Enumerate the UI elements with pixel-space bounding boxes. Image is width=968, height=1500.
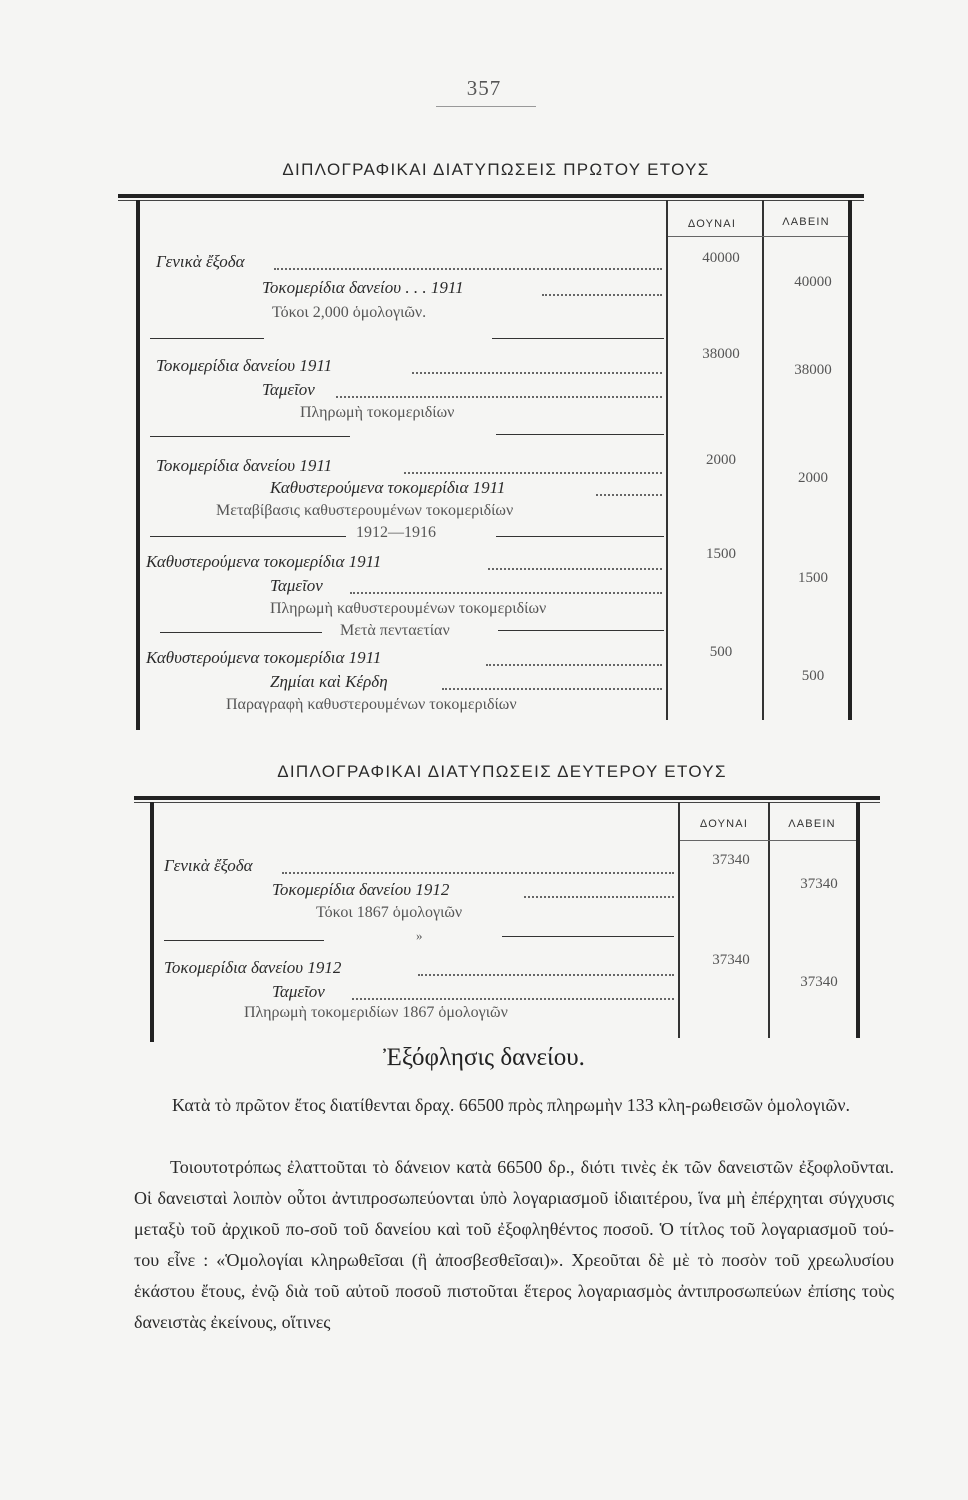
table1-debit-divider <box>666 200 668 720</box>
table2-right-border <box>856 802 860 1038</box>
entry-separator <box>150 536 346 537</box>
table1-col-credit: ΛΑΒΕΙΝ <box>782 216 830 228</box>
leader-dots <box>274 268 662 270</box>
table2-entry1-narration: Τόκοι 1867 ὁμολογιῶν <box>316 904 463 921</box>
leader-dots <box>350 592 662 594</box>
table1-entry5-debit-account: Καθυστερούμενα τοκομερίδια 1911 <box>146 648 382 667</box>
entry-separator <box>492 338 664 339</box>
table2-entry2-debit: 37340 <box>712 952 750 968</box>
table1-entry2-debit-account: Τοκομερίδια δανείου 1911 <box>156 356 333 375</box>
table1-entry1-debit: 40000 <box>702 250 740 266</box>
table1-entry4-credit: 1500 <box>798 570 828 586</box>
table1-entry4-narration: Πληρωμὴ καθυστερουμένων τοκομεριδίων <box>270 600 547 617</box>
table2-header-rule <box>680 840 856 841</box>
table1-entry1-credit-account: Τοκομερίδια δανείου . . . 1911 <box>262 278 464 297</box>
table1-left-border <box>136 200 140 730</box>
table2-entry1-credit: 37340 <box>800 876 838 892</box>
table1-col-debit: ΔΟΥΝΑΙ <box>687 218 737 230</box>
table1-entry4-debit-account: Καθυστερούμενα τοκομερίδια 1911 <box>146 552 382 571</box>
table1-entry2-credit-account: Ταμεῖον <box>262 380 315 399</box>
table1-entry5-credit: 500 <box>801 668 825 684</box>
table2-entry2-credit-account: Ταμεῖον <box>272 982 325 1001</box>
table1-entry2-narration: Πληρωμὴ τοκομεριδίων <box>300 404 455 421</box>
table1-entry3-debit-account: Τοκομερίδια δανείου 1911 <box>156 456 333 475</box>
leader-dots <box>352 998 674 1000</box>
entry-separator <box>160 632 322 633</box>
table1-entry3-credit-account: Καθυστερούμενα τοκομερίδια 1911 <box>270 478 506 497</box>
leader-dots <box>524 896 674 898</box>
table1-entry1-narration: Τόκοι 2,000 ὁμολογιῶν. <box>272 304 427 321</box>
table2-top-border <box>134 796 880 800</box>
page-number: 357 <box>466 76 502 100</box>
page-number-rule <box>436 106 536 107</box>
table2-title: ΔΙΠΛΟΓΡΑΦΙΚΑΙ ΔΙΑΤΥΠΩΣΕΙΣ ΔΕΥΤΕΡΟΥ ΕΤΟΥΣ <box>277 762 727 781</box>
table1-entry3-narration-years: 1912—1916 <box>356 524 436 541</box>
table2-debit-divider <box>678 802 680 1038</box>
table2-col-debit: ΔΟΥΝΑΙ <box>699 818 749 830</box>
table2-entry1-debit: 37340 <box>712 852 750 868</box>
separator-mark: » <box>416 928 423 943</box>
entry-separator <box>502 936 674 937</box>
entry-separator <box>496 434 664 435</box>
entry-separator <box>150 338 264 339</box>
table2-left-border <box>150 802 154 1042</box>
table1-entry3-credit: 2000 <box>798 470 828 486</box>
table1-entry5-credit-account: Ζημίαι καὶ Κέρδη <box>270 672 388 691</box>
table2-col-credit: ΛΑΒΕΙΝ <box>788 818 836 830</box>
table1-entry5-debit: 500 <box>709 644 733 660</box>
leader-dots <box>418 974 674 976</box>
table1-entry1-debit-account: Γενικὰ ἔξοδα <box>156 252 245 271</box>
leader-dots <box>412 372 662 374</box>
table1-entry5-narration: Παραγραφὴ καθυστερουμένων τοκομεριδίων <box>226 696 517 713</box>
leader-dots <box>488 568 662 570</box>
table2-entry2-narration: Πληρωμὴ τοκομεριδίων 1867 ὁμολογιῶν <box>244 1004 508 1021</box>
leader-dots <box>282 872 674 874</box>
leader-dots <box>596 494 662 496</box>
table1-top-border <box>118 194 864 198</box>
entry-separator <box>496 536 664 537</box>
table1-entry2-debit: 38000 <box>702 346 740 362</box>
table2-credit-divider <box>768 802 770 1038</box>
table1-entry4-credit-account: Ταμεῖον <box>270 576 323 595</box>
entry-separator <box>164 940 324 941</box>
table2-entry1-debit-account: Γενικὰ ἔξοδα <box>164 856 253 875</box>
paragraph-2: Τοιουτοτρόπως ἐλαττοῦται τὸ δάνειον κατὰ 66500 δρ., διότι τινὲς ἐκ τῶν δανειστῶν ἐξοφλοῦνται. Οἱ δανεισταὶ λοιπὸν οὗτοι ἀντιπροσωπεύονται ὑπὸ λογαριασμοῦ ἰδιαιτέρου, ἵνα μὴ ἐπέρχηται σύγχυσις μεταξὺ τοῦ ἀρχικοῦ πο-σοῦ τοῦ δανείου καὶ τοῦ ἐξοφληθέντος ποσοῦ. Ὁ τίτλος τοῦ λογαριασμοῦ τού-του εἶνε : «Ὁμολογίαι κληρωθεῖσαι (ἢ ἀποσβεσθεῖσαι)». Χρεοῦται δὲ μὲ τὸ ποσὸν τοῦ χρεωλυσίου ἑκάστου ἔτους, ἐνῷ διὰ τοῦ αὐτοῦ ποσοῦ πιστοῦται ἕτερος λογαριασμὸς ἀντιπροσωπεύων ἐπίσης τοὺς δανειστὰς ἐκείνους, οἵτινες <box>134 1157 894 1332</box>
table1-header-rule <box>668 236 848 237</box>
table1-entry3-debit: 2000 <box>706 452 736 468</box>
leader-dots <box>336 396 662 398</box>
table2-entry2-credit: 37340 <box>800 974 838 990</box>
table1-entry4-debit: 1500 <box>706 546 736 562</box>
table1-entry3-narration: Μεταβίβασις καθυστερουμένων τοκομεριδίων <box>216 502 514 519</box>
leader-dots <box>404 472 662 474</box>
table2-entry2-debit-account: Τοκομερίδια δανείου 1912 <box>164 958 342 977</box>
table2-entry1-credit-account: Τοκομερίδια δανείου 1912 <box>272 880 450 899</box>
table1-entry2-credit: 38000 <box>794 362 832 378</box>
paragraph-1: Κατὰ τὸ πρῶτον ἔτος διατίθενται δραχ. 66500 πρὸς πληρωμὴν 133 κλη-ρωθεισῶν ὁμολογιῶν. <box>172 1095 850 1115</box>
table1-entry1-credit: 40000 <box>794 274 832 290</box>
table1-top-border-inner <box>118 200 864 201</box>
entry-separator <box>150 436 350 437</box>
table1-title: ΔΙΠΛΟΓΡΑΦΙΚΑΙ ΔΙΑΤΥΠΩΣΕΙΣ ΠΡΩΤΟΥ ΕΤΟΥΣ <box>282 160 710 179</box>
entry-separator <box>498 630 664 631</box>
section-heading: Ἐξόφλησις δανείου. <box>383 1044 585 1071</box>
leader-dots <box>542 294 662 296</box>
leader-dots <box>486 664 662 666</box>
leader-dots <box>442 688 662 690</box>
table1-entry4-narration-after: Μετὰ πενταετίαν <box>340 622 450 639</box>
